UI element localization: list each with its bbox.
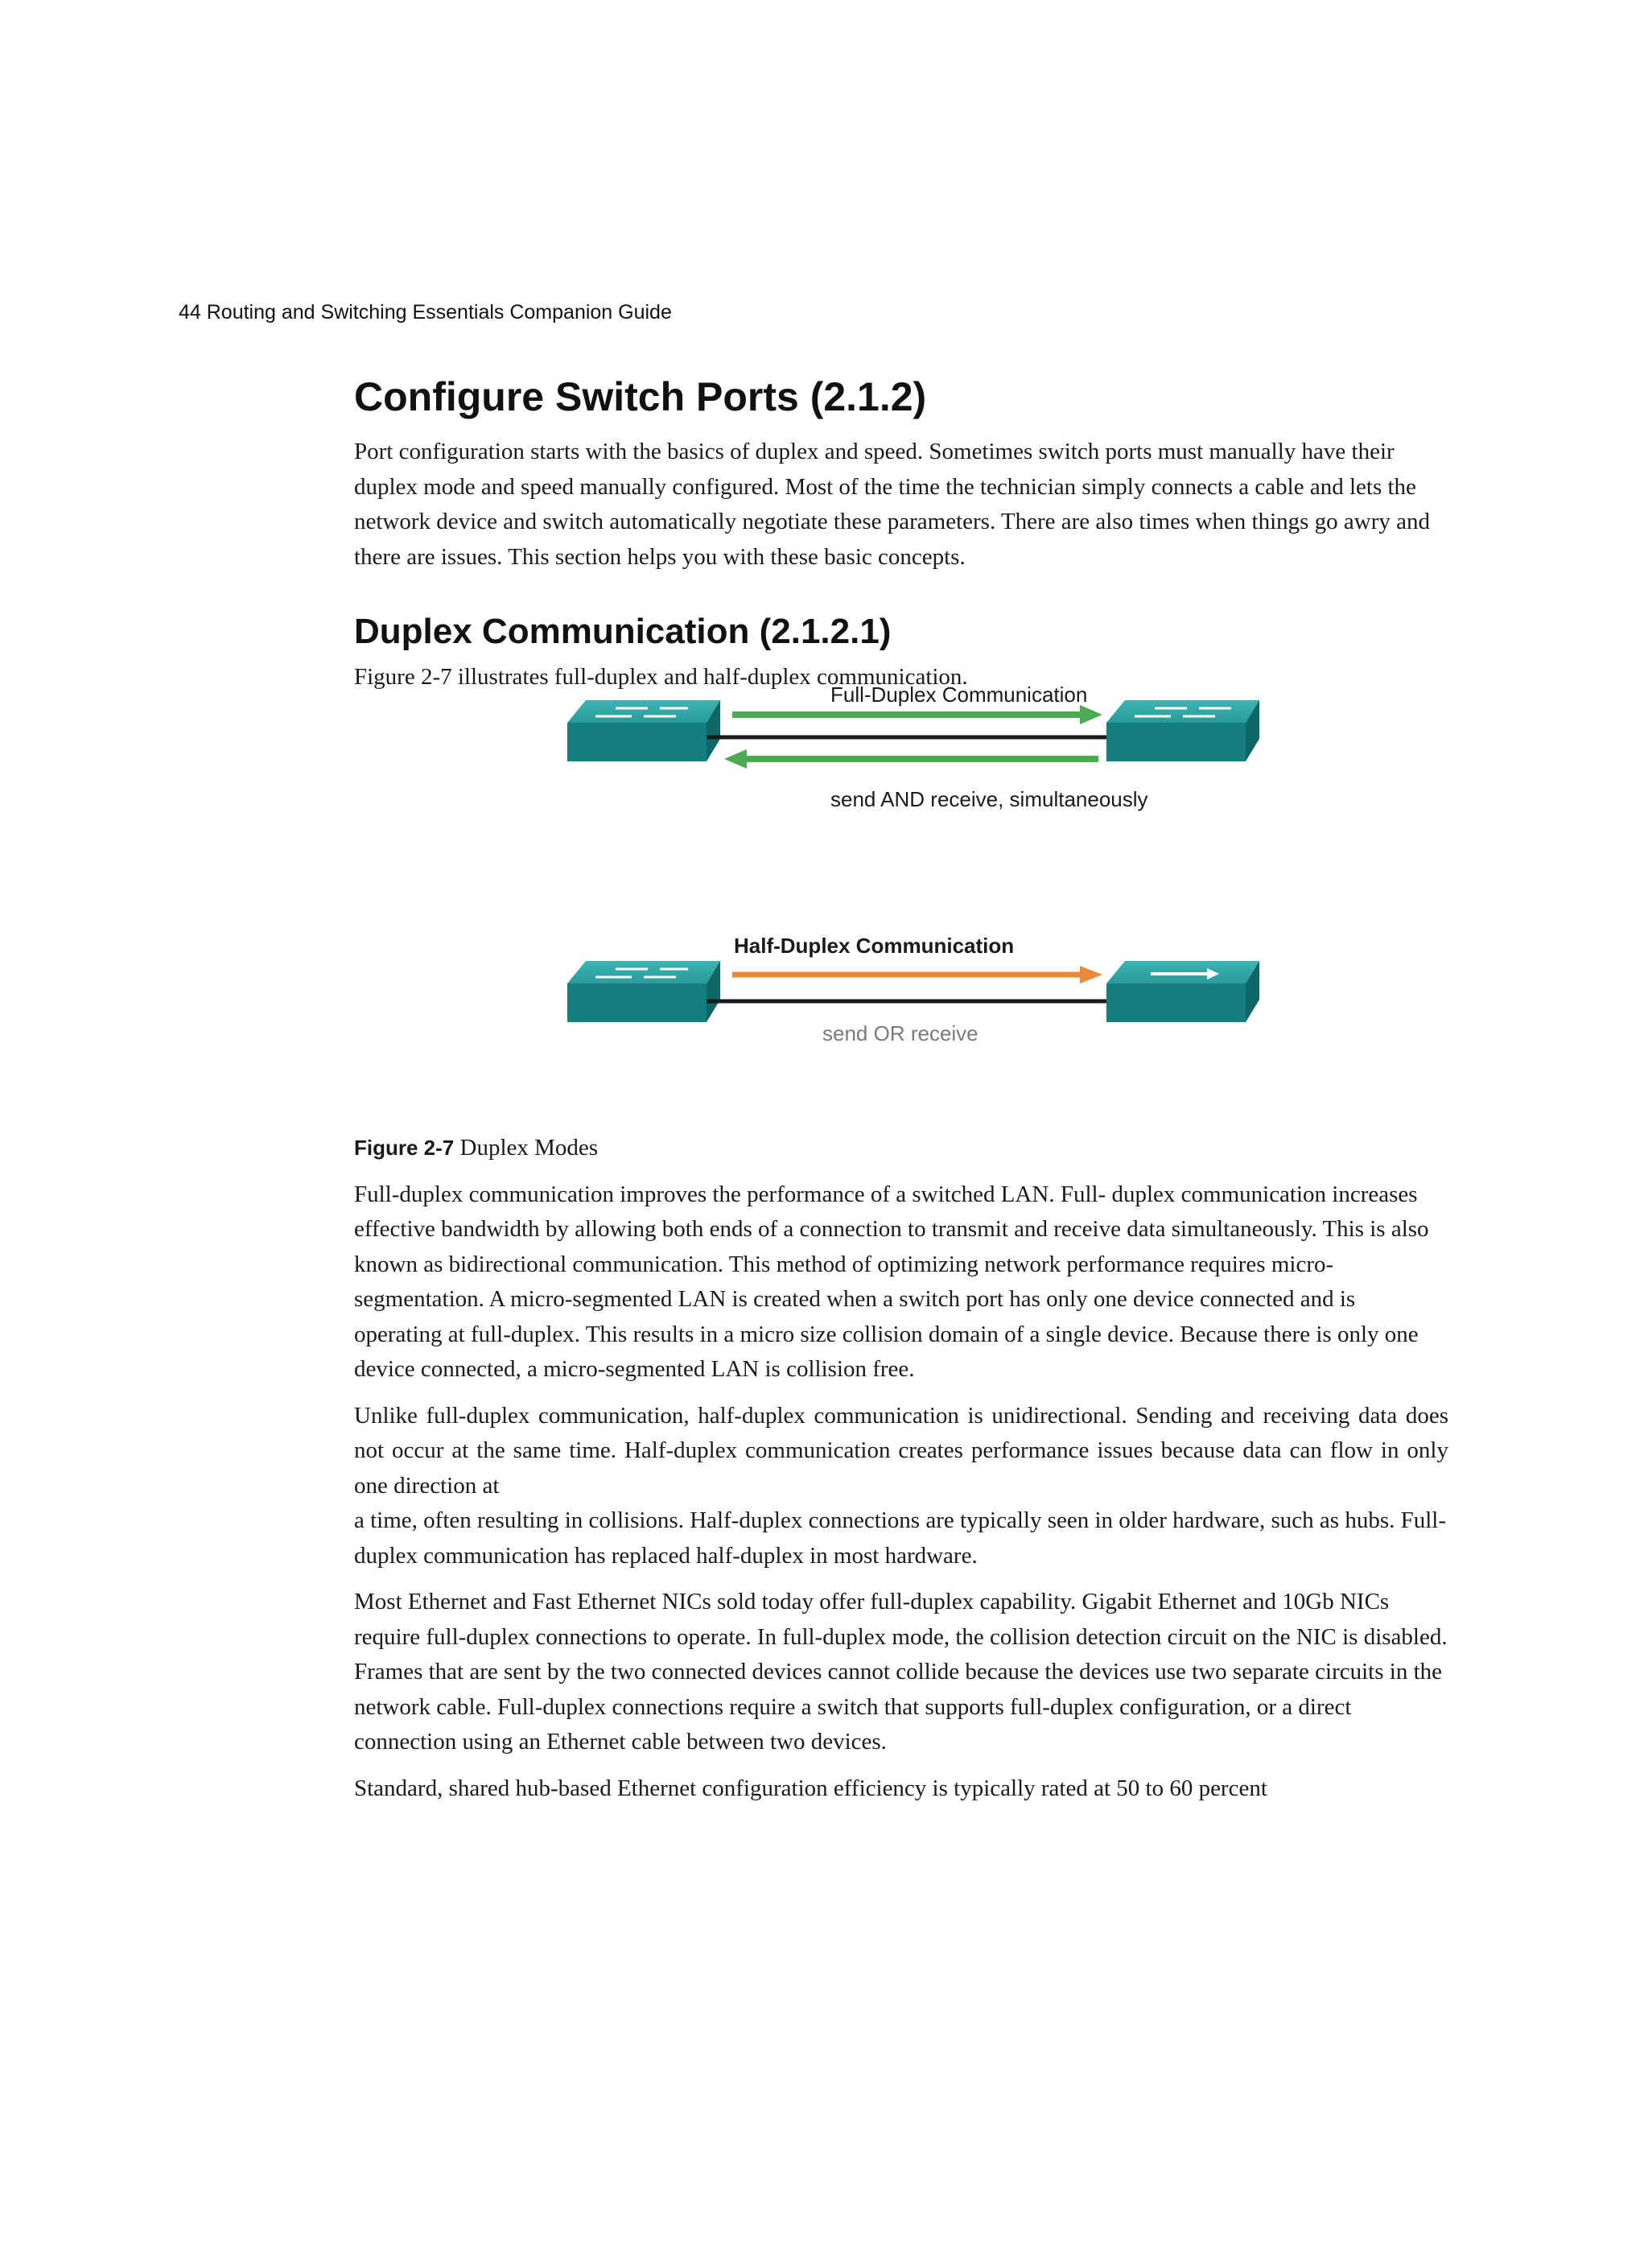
figure-caption-text: Duplex Modes	[454, 1134, 599, 1161]
full-duplex-title: Full-Duplex Communication	[830, 682, 1088, 707]
paragraph-half-duplex: Unlike full-duplex communication, half-duplex communication is unidirectional. Sending and receiving data does not occur at the same time. Half-duplex communication creates performance issues because data can flow in only one direction at	[354, 1402, 1448, 1499]
switch-right-full	[1106, 700, 1259, 761]
full-duplex-diagram	[567, 682, 1259, 811]
paragraph-nics: Most Ethernet and Fast Ethernet NICs sold today offer full-duplex capability. Gigabit Ethernet and 10Gb NICs require full-duplex connections to operate. In full-duplex mode, the collision detection circuit on the NIC is disabled. Frames that are sent by the two connected devices cannot collide because the devices use two separate circuits in the network cable. Full-duplex connections require a switch that supports full-duplex configuration, or a direct connection using an Ethernet cable between two devices.	[354, 1589, 1448, 1755]
paragraph-half-duplex-cont: a time, often resulting in collisions. Half-duplex connections are typically seen in older hardware, such as hubs. Full-duplex communication has replaced half-duplex in most hardware.	[354, 1507, 1447, 1569]
arrow-right-full	[732, 705, 1102, 724]
half-duplex-subtitle: send OR receive	[822, 1021, 978, 1045]
arrow-left-full	[724, 749, 1098, 769]
duplex-figure	[354, 682, 1448, 1132]
figure-intro: Figure 2-7 illustrates full-duplex and half-duplex communication.	[354, 664, 968, 690]
subsection-title: Duplex Communication (2.1.2.1)	[354, 612, 892, 651]
paragraph-efficiency: Standard, shared hub-based Ethernet configuration efficiency is typically rated at 50 to 60 percent	[354, 1775, 1267, 1801]
duplex-diagram	[354, 682, 1448, 1132]
switch-left-half	[567, 961, 720, 1022]
switch-right-half	[1106, 961, 1259, 1022]
paragraph-full-duplex: Full-duplex communication improves the performance of a switched LAN. Full- duplex communication increases effective bandwidth by allowing both ends of a connection to transmit and receive data simultaneously. This is also known as bidirectional communication. This method of optimizing network performance requires micro-segmentation. A micro-segmented LAN is created when a switch port has only one device connected and is operating at full-duplex. This results in a micro size collision domain of a single device. Because there is only one device connected, a micro-segmented LAN is collision free.	[354, 1181, 1429, 1382]
figure-caption-label: Figure 2-7	[354, 1135, 455, 1160]
half-duplex-diagram	[567, 934, 1259, 1045]
section-intro: Port configuration starts with the basics of duplex and speed. Sometimes switch ports must manually have their duplex mode and speed manually configured. Most of the time the technician simply connects a cable and lets the network device and switch automatically negotiate these parameters. There are also times when things go awry and there are issues. This section helps you with these basic concepts.	[354, 439, 1431, 570]
page-content	[354, 373, 1448, 1806]
running-head: 44 Routing and Switching Essentials Companion Guide	[179, 301, 672, 324]
arrow-right-half	[732, 966, 1102, 983]
section-title: Configure Switch Ports (2.1.2)	[354, 374, 927, 419]
half-duplex-title: Half-Duplex Communication	[734, 933, 1015, 958]
figure-caption	[354, 1135, 1448, 1161]
switch-left-full	[567, 700, 720, 761]
full-duplex-subtitle: send AND receive, simultaneously	[830, 786, 1148, 811]
